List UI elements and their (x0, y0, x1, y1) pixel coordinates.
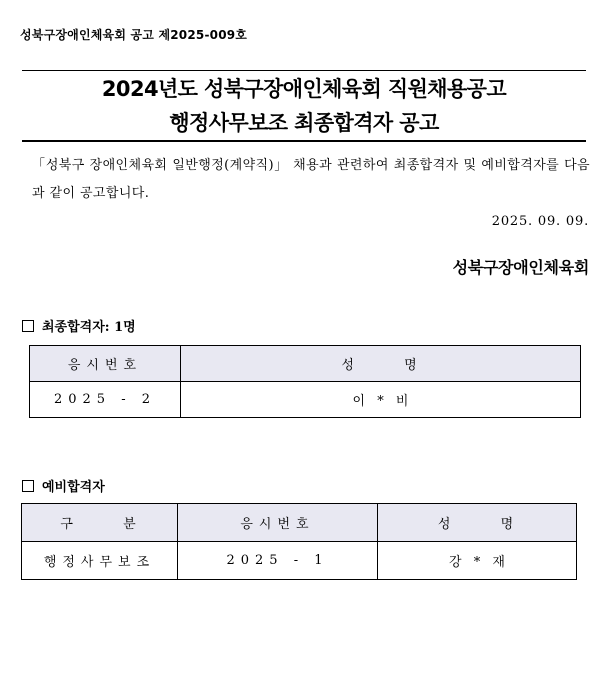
final-section-heading (22, 316, 136, 335)
cell-exam-no: 2025 - 2 (30, 382, 181, 418)
reserve-passers-table (21, 503, 577, 580)
announcement-date: 2025. 09. 09. (491, 214, 589, 229)
column-header-name: 성 명 (181, 346, 581, 382)
organization-name: 성북구장애인체육회 (452, 258, 589, 277)
reserve-section-heading (22, 476, 105, 495)
table-row (22, 542, 577, 580)
column-header-exam-no: 응시번호 (30, 346, 181, 382)
column-header-name: 성 명 (378, 504, 577, 542)
title-block (22, 70, 586, 142)
cell-exam-no: 2025 - 1 (178, 542, 378, 580)
final-heading-text: 최종합격자: 1명 (42, 320, 136, 335)
column-header-category: 구 분 (22, 504, 178, 542)
announcement-paragraph: 「성북구 장애인체육회 일반행정(계약직)」 채용과 관련하여 최종합격자 및 예비합격자를 다음과 같이 공고합니다. (32, 158, 590, 201)
final-passers-table (29, 345, 581, 418)
title-line-2: 행정사무보조 최종합격자 공고 (169, 111, 439, 135)
cell-name: 강 * 재 (378, 542, 577, 580)
cell-name: 이 * 비 (181, 382, 581, 418)
table-row (30, 382, 581, 418)
column-header-exam-no: 응시번호 (178, 504, 378, 542)
table-header-row (22, 504, 577, 542)
checkbox-square-icon (22, 480, 34, 492)
notice-number: 성북구장애인체육회 공고 제2025-009호 (20, 28, 248, 42)
checkbox-square-icon (22, 320, 34, 332)
title-line-1: 2024년도 성북구장애인체육회 직원채용공고 (101, 77, 507, 101)
reserve-heading-text: 예비합격자 (42, 480, 105, 495)
table-header-row (30, 346, 581, 382)
cell-category: 행정사무보조 (22, 542, 178, 580)
